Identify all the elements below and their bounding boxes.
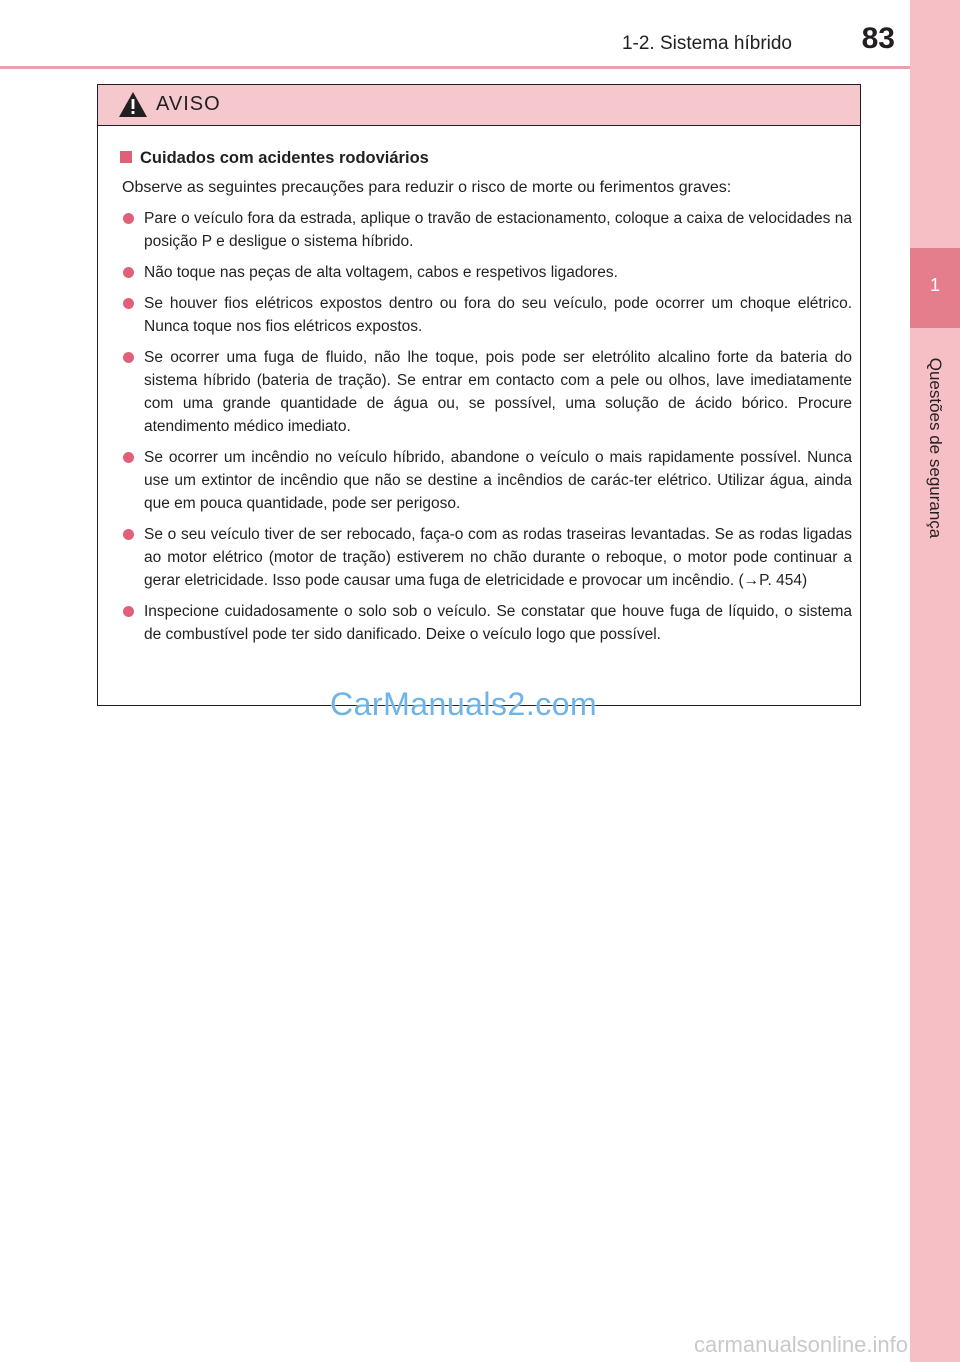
side-tab [910, 0, 960, 1362]
list-item-text: Pare o veículo fora da estrada, aplique o travão de estacionamento, coloque a caixa de velocidades na posição P e desligue o sistema híbrido. [144, 210, 852, 250]
list-item-text: Não toque nas peças de alta voltagem, cabos e respetivos ligadores. [144, 264, 618, 281]
header-rule [0, 66, 910, 69]
chapter-number: 1 [910, 248, 960, 328]
intro-text: Observe as seguintes precauções para reduzir o risco de morte ou ferimentos graves: [122, 179, 732, 196]
round-bullet-icon [123, 298, 134, 309]
list-item-text: Inspecione cuidadosamente o solo sob o veículo. Se constatar que houve fuga de líquido, o sistema de combustível pode ter sido danificado. Deixe o veículo logo que possível. [144, 603, 852, 643]
warning-header [98, 85, 860, 126]
round-bullet-icon [123, 452, 134, 463]
page-number: 83 [861, 22, 895, 55]
warning-triangle-icon [118, 91, 148, 118]
watermark: CarManuals2.com [330, 686, 598, 722]
square-bullet-icon [120, 151, 132, 163]
round-bullet-icon [123, 213, 134, 224]
list-item [122, 346, 852, 438]
list-item [122, 261, 852, 284]
round-bullet-icon [123, 606, 134, 617]
list-item-text: Se ocorrer uma fuga de fluido, não lhe toque, pois pode ser eletrólito alcalino forte da bateria do sistema híbrido (bateria de tração). Se entrar em contacto com a pele ou olhos, lave imediatamente com uma grande quantidade de água ou, se possível, uma solução de ácido bórico. Procure atendimento médico imediato. [144, 349, 852, 435]
warning-body [98, 126, 860, 646]
list-item [122, 292, 852, 338]
chapter-title: Questões de segurança [926, 357, 945, 539]
warning-box [97, 84, 861, 706]
round-bullet-icon [123, 529, 134, 540]
footer-watermark: carmanualsonline.info [693, 1332, 908, 1357]
list-item [122, 207, 852, 253]
list-item-text: Se o seu veículo tiver de ser rebocado, faça-o com as rodas traseiras levantadas. Se as rodas ligadas ao motor elétrico (motor de tração) estiverem no chão durante o reboque, o motor pode continuar a gerar eletricidade. Isso pode causar uma fuga de eletricidade e provocar um incêndio. (→P. 454) [144, 526, 852, 589]
warning-title: AVISO [156, 93, 221, 115]
section-title: 1-2. Sistema híbrido [621, 33, 792, 54]
list-item [122, 600, 852, 646]
section-heading-text: Cuidados com acidentes rodoviários [140, 149, 429, 167]
list-item [122, 523, 852, 592]
round-bullet-icon [123, 352, 134, 363]
list-item [122, 446, 852, 515]
list-item-text: Se houver fios elétricos expostos dentro ou fora do seu veículo, pode ocorrer um choque elétrico. Nunca toque nos fios elétricos expostos. [144, 295, 852, 335]
section-heading [120, 146, 852, 170]
list-item-text: Se ocorrer um incêndio no veículo híbrido, abandone o veículo o mais rapidamente possível. Nunca use um extintor de incêndio que não se destine a incêndios de carác-ter elétrico. Utilizar água, ainda que em pouca quantidade, pode ser perigoso. [144, 449, 852, 512]
round-bullet-icon [123, 267, 134, 278]
